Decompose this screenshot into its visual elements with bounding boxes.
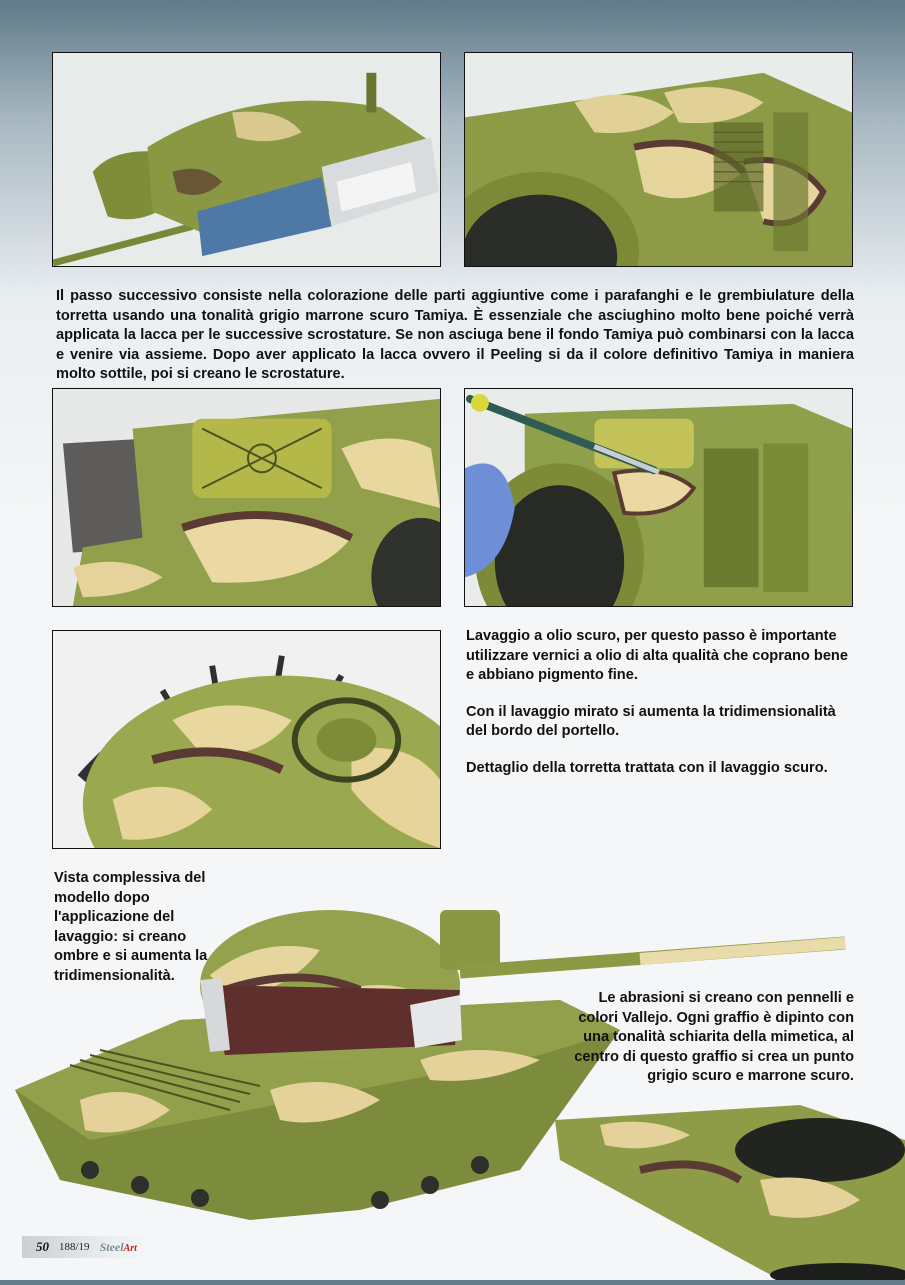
side-captions (466, 627, 856, 796)
photo-turret-wash (52, 630, 441, 849)
caption-oil-wash: Lavaggio a olio scuro, per questo passo è importante utilizzare vernici a olio di alta qualità che coprano bene e abbiano pigmento fine. (466, 628, 848, 684)
caption-abrasions: Le abrasioni si creano con pennelli e colori Vallejo. Ogni graffio è dipinto con una tonalità schiarita della mimetica, al centro di questo graffio si crea un punto grigio scuro e marrone scuro. (574, 990, 854, 1085)
issue-number: 188/19 (59, 1241, 90, 1253)
magazine-logo (100, 1240, 137, 1255)
logo-steel-text: Steel (99, 1239, 124, 1254)
photo-hull-top (464, 52, 853, 267)
intro-paragraph: Il passo successivo consiste nella colorazione delle parti aggiuntive come i parafanghi e le grembiulature della torretta usando una tonalità grigio marrone scuro Tamiya. È essenziale che asciughino molto bene poiché verrà applicata la lacca per le successive scrostature. Se non asciuga bene il fondo Tamiya può combinarsi con la lacca e venire via assieme. Dopo aver applicato la lacca ovvero il Peeling si da il colore definitivo Tamiya in maniera molto sottile, poi si creano le scrostature. (56, 288, 854, 383)
caption-targeted-wash: Con il lavaggio mirato si aumenta la tridimensionalità del bordo del portello. (466, 703, 836, 740)
photo-turret-skirt (52, 52, 441, 267)
photo-brush-painting (464, 388, 853, 607)
logo-art-text: Art (123, 1242, 137, 1254)
page-footer (22, 1236, 150, 1258)
caption-turret-detail: Dettaglio della torretta trattata con il lavaggio scuro. (466, 759, 828, 776)
caption-overview: Vista complessiva del modello dopo l'applicazione del lavaggio: si creano ombre e si aumenta la tridimensionalità. (54, 870, 208, 984)
photo-hull-detail (52, 388, 441, 607)
page-number: 50 (36, 1239, 49, 1254)
